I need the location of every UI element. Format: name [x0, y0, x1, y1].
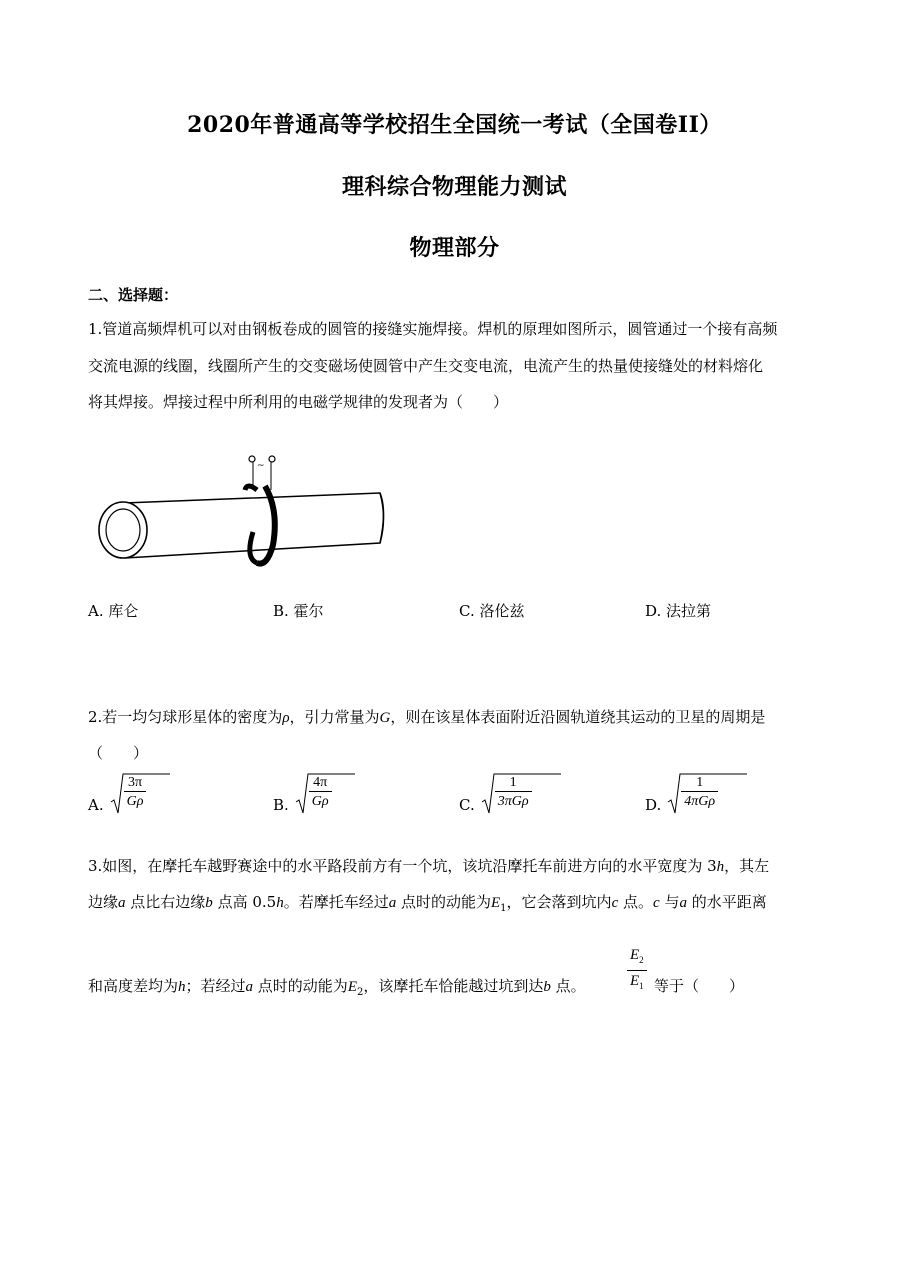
sqrt-radical: [481, 772, 532, 814]
q3-text: 点比右边缘: [125, 893, 206, 911]
q3-text: 点时的动能为: [253, 977, 348, 995]
q3-text-end: 等于（ ）: [654, 977, 745, 995]
q2-text-line1: [88, 706, 765, 727]
q1-text-line2: 交流电源的线圈，线圈所产生的交变磁场使圆管中产生交变电流，电流产生的热量使接缝处的材料熔化: [88, 357, 764, 375]
q2-option-c-label: C.: [459, 796, 475, 814]
q1-text-line3: 将其焊接。焊接过程中所利用的电磁学规律的发现者为（ ）: [88, 393, 509, 411]
q3-text: 3.如图，在摩托车越野赛途中的水平路段前方有一个坑，该坑沿摩托车前进方向的水平宽度为: [88, 857, 708, 875]
q2-text-part1: 2.若一均匀球形星体的密度为: [88, 708, 283, 726]
q2-option-c-numerator: 1: [509, 775, 517, 790]
sqrt-radical: [667, 772, 718, 814]
q3-var-a: a: [245, 979, 254, 995]
q3-var-e: E: [630, 973, 640, 989]
q3-var-a: a: [679, 895, 687, 911]
q3-text: 和高度差均为: [88, 977, 179, 995]
q1-option-a[interactable]: A. 库仑: [88, 602, 139, 620]
q3-text: ，其左: [724, 857, 770, 875]
q3-var-a: a: [388, 895, 397, 911]
q3-text-line1: [88, 855, 769, 876]
q2-option-d-numerator: 1: [696, 775, 704, 790]
q2-g: G: [379, 710, 391, 726]
q2-option-d[interactable]: [645, 772, 718, 814]
fraction-numerator: [627, 945, 647, 970]
q2-option-b-numerator: 4π: [313, 775, 328, 790]
q2-text-part2: ，引力常量为: [289, 708, 380, 726]
sqrt-radical: [295, 772, 332, 814]
q3-number: 3: [707, 857, 717, 875]
q3-text: 边缘: [88, 893, 119, 911]
q2-option-b-denominator: Gρ: [309, 791, 332, 811]
q3-var-b: b: [205, 895, 213, 911]
q3-text: 的水平距离: [686, 893, 767, 911]
q2-text-part3: ，则在该星体表面附近沿圆轨道绕其运动的卫星的周期是: [390, 708, 766, 726]
q3-text: ，它会落到坑内: [506, 893, 612, 911]
q1-option-c[interactable]: C. 洛伦兹: [459, 602, 525, 620]
q3-subscript: 2: [356, 987, 364, 998]
q3-text: 点高: [212, 893, 253, 911]
q3-var-h: h: [716, 859, 725, 875]
q2-option-c[interactable]: [459, 772, 532, 814]
pipe-welding-figure: [95, 450, 395, 575]
q2-option-a-numerator: 3π: [127, 775, 143, 790]
q2-option-a[interactable]: [88, 772, 146, 814]
exam-title: 2020年普通高等学校招生全国统一考试（全国卷II）: [187, 112, 722, 138]
q2-option-c-denominator: 3πGρ: [495, 791, 532, 811]
q3-text: 点。: [618, 893, 654, 911]
q3-var-h: h: [178, 979, 186, 995]
q3-text: 点。: [550, 977, 586, 995]
ac-source-symbol: ~: [257, 461, 265, 471]
q3-var-c: c: [653, 895, 660, 911]
q1-option-d[interactable]: D. 法拉第: [645, 602, 712, 620]
q3-var-e: E: [347, 979, 357, 995]
q3-text: 点时的动能为: [396, 893, 491, 911]
q3-subscript: 2: [639, 955, 644, 965]
section-title: 物理部分: [409, 235, 500, 261]
q3-subscript: 1: [500, 903, 507, 914]
q3-text: 与: [659, 893, 680, 911]
q3-text: ，该摩托车恰能越过坑到达: [363, 977, 544, 995]
section-heading: 二、选择题：: [88, 286, 179, 304]
q2-option-d-label: D.: [645, 796, 662, 814]
sqrt-radical: [110, 772, 147, 814]
q3-text: ；若经过: [185, 977, 246, 995]
exam-subtitle: 理科综合物理能力测试: [341, 174, 567, 200]
q3-var-c: c: [611, 895, 619, 911]
q2-text-line2: （ ）: [88, 744, 149, 762]
q3-var-h: h: [276, 895, 284, 911]
q1-text-line1: 1.管道高频焊机可以对由钢板卷成的圆管的接缝实施焊接。焊机的原理如图所示，圆管通过一个接有高频: [88, 320, 778, 338]
q3-var-b: b: [543, 979, 551, 995]
q2-option-b[interactable]: [273, 772, 332, 814]
q3-subscript: 1: [639, 981, 644, 991]
q3-text: 。若摩托车经过: [283, 893, 389, 911]
q3-var-a: a: [118, 895, 126, 911]
q3-text-line2: [88, 891, 767, 914]
q3-text-line3: [88, 975, 586, 998]
energy-ratio-fraction: [627, 945, 647, 996]
q2-option-b-label: B.: [273, 796, 289, 814]
q3-var-e: E: [630, 947, 640, 963]
q1-option-b[interactable]: B. 霍尔: [273, 602, 324, 620]
q2-option-d-denominator: 4πGρ: [681, 791, 718, 811]
q2-option-a-denominator: Gρ: [124, 791, 147, 811]
q3-var-e: E: [491, 895, 501, 911]
q2-rho: ρ: [282, 710, 290, 726]
q3-number: 0.5: [252, 893, 277, 911]
fraction-denominator: [627, 970, 647, 996]
q2-option-a-label: A.: [88, 796, 104, 814]
